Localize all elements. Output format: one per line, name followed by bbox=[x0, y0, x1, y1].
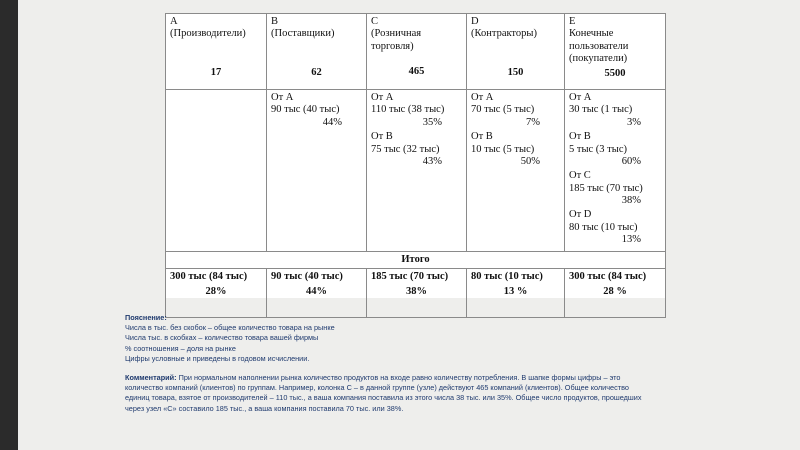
flow-source: От С bbox=[569, 170, 591, 182]
column-name: (Производители) bbox=[170, 28, 246, 40]
market-table-image bbox=[165, 13, 665, 298]
flow-amount: 75 тыс (32 тыс) bbox=[371, 143, 440, 155]
totals-row bbox=[166, 268, 666, 317]
total-label-row bbox=[166, 251, 666, 268]
header-row bbox=[166, 14, 666, 90]
company-count: 150 bbox=[507, 66, 524, 78]
flow-amount: 10 тыс (5 тыс) bbox=[471, 143, 535, 155]
flow-share: 60% bbox=[621, 155, 641, 167]
flows-row bbox=[166, 90, 666, 252]
total-cell-c bbox=[367, 268, 467, 317]
flow-amount: 185 тыс (70 тыс) bbox=[569, 182, 643, 194]
comment-paragraph bbox=[125, 373, 645, 414]
header-cell-c bbox=[367, 14, 467, 90]
flow-amount: 110 тыс (38 тыс) bbox=[371, 104, 445, 116]
flow-cell-d bbox=[467, 90, 565, 252]
column-letter: A bbox=[170, 16, 178, 27]
header-cell-a bbox=[166, 14, 267, 90]
total-share: 13 % bbox=[503, 286, 528, 298]
total-cell-b bbox=[267, 268, 367, 317]
flow-cell-b bbox=[267, 90, 367, 252]
flow-source: От А bbox=[471, 92, 494, 103]
explanation-line: Числа в тыс. без скобок – общее количество товара на рынке bbox=[125, 323, 335, 333]
total-share: 44% bbox=[306, 286, 327, 298]
flow-source: От А bbox=[371, 92, 394, 103]
column-name: Конечные пользователи (покупатели) bbox=[569, 28, 629, 65]
total-share: 28% bbox=[205, 286, 227, 298]
flow-share: 44% bbox=[322, 116, 342, 128]
flow-entry bbox=[371, 131, 462, 168]
total-amount: 300 тыс (84 тыс) bbox=[170, 270, 248, 282]
comment-title: Комментарий: bbox=[125, 373, 177, 383]
total-amount: 80 тыс (10 тыс) bbox=[471, 270, 543, 282]
flow-amount: 5 тыс (3 тыс) bbox=[569, 143, 627, 155]
total-cell-d bbox=[467, 268, 565, 317]
column-letter: B bbox=[271, 16, 279, 27]
flow-source: От В bbox=[371, 131, 393, 143]
flow-amount: 90 тыс (40 тыс) bbox=[271, 104, 340, 116]
flow-source: От В bbox=[569, 131, 591, 143]
total-label: Итого bbox=[166, 251, 666, 268]
explanation-line: Числа тыс. в скобках – количество товара вашей фирмы bbox=[125, 333, 319, 343]
total-amount: 300 тыс (84 тыс) bbox=[569, 270, 647, 282]
flow-entry bbox=[371, 92, 462, 129]
flow-source: От В bbox=[471, 131, 493, 143]
flow-share: 43% bbox=[422, 155, 442, 167]
total-share: 28 % bbox=[603, 286, 627, 298]
flow-share: 3% bbox=[627, 116, 641, 128]
market-table bbox=[165, 13, 666, 318]
flow-share: 50% bbox=[520, 155, 540, 167]
column-name: (Поставщики) bbox=[271, 28, 335, 40]
flow-share: 38% bbox=[621, 195, 641, 206]
column-letter: E bbox=[569, 16, 576, 27]
column-letter: C bbox=[371, 16, 379, 27]
company-count: 465 bbox=[408, 66, 425, 78]
flow-entry bbox=[569, 209, 661, 246]
flow-amount: 30 тыс (1 тыс) bbox=[569, 104, 633, 116]
column-name: (Розничная торговля) bbox=[371, 28, 422, 52]
company-count: 62 bbox=[311, 66, 322, 78]
total-cell-e bbox=[565, 268, 666, 317]
header-cell-d bbox=[467, 14, 565, 90]
flow-source: От D bbox=[569, 209, 592, 221]
flow-entry bbox=[271, 92, 362, 129]
header-cell-b bbox=[267, 14, 367, 90]
company-count: 5500 bbox=[604, 67, 626, 79]
header-cell-e bbox=[565, 14, 666, 90]
flow-entry bbox=[471, 92, 560, 129]
column-letter: D bbox=[471, 16, 479, 27]
column-name: (Контракторы) bbox=[471, 28, 537, 40]
flow-share: 13% bbox=[621, 234, 641, 246]
flow-source: От А bbox=[569, 92, 592, 103]
flow-entry bbox=[569, 170, 661, 207]
comment-text: При нормальном наполнении рынка количество продуктов на входе равно количеству потребления. В шапке формы цифры – это количество компаний (клиентов) по группам. Например, колонка С – в данной группе (узле) действуют 465 компаний (клиентов). Общее количество единиц товара, взятое от производителей – 110 тыс., а ваша компания поставила из этого числа 38 тыс. или 35%. Общее число продуктов, прошедших через узел «С» составило 185 тыс., а ваша компания поставила 70 тыс. или 38%. bbox=[125, 373, 642, 413]
flow-entry bbox=[471, 131, 560, 168]
explanation-line: Цифры условные и приведены в годовом исчислении. bbox=[125, 353, 310, 363]
total-amount: 90 тыс (40 тыс) bbox=[271, 270, 343, 282]
flow-amount: 70 тыс (5 тыс) bbox=[471, 104, 535, 116]
total-amount: 185 тыс (70 тыс) bbox=[371, 270, 449, 282]
company-count: 17 bbox=[210, 66, 222, 78]
flow-share: 35% bbox=[422, 116, 442, 128]
flow-entry bbox=[569, 131, 661, 168]
flow-cell-c bbox=[367, 90, 467, 252]
explanation-line: % соотношения – доля на рынке bbox=[125, 343, 236, 353]
flow-cell-e bbox=[565, 90, 666, 252]
notes-block bbox=[125, 313, 645, 414]
explanation-title: Пояснение: bbox=[125, 313, 167, 322]
flow-entry bbox=[569, 92, 661, 129]
flow-share: 7% bbox=[526, 116, 540, 128]
total-cell-a bbox=[166, 268, 267, 317]
flow-amount: 80 тыс (10 тыс) bbox=[569, 221, 638, 233]
left-accent-bar bbox=[0, 0, 18, 450]
flow-cell-a bbox=[166, 90, 267, 252]
flow-source: От А bbox=[271, 92, 294, 103]
total-share: 38% bbox=[406, 286, 427, 298]
